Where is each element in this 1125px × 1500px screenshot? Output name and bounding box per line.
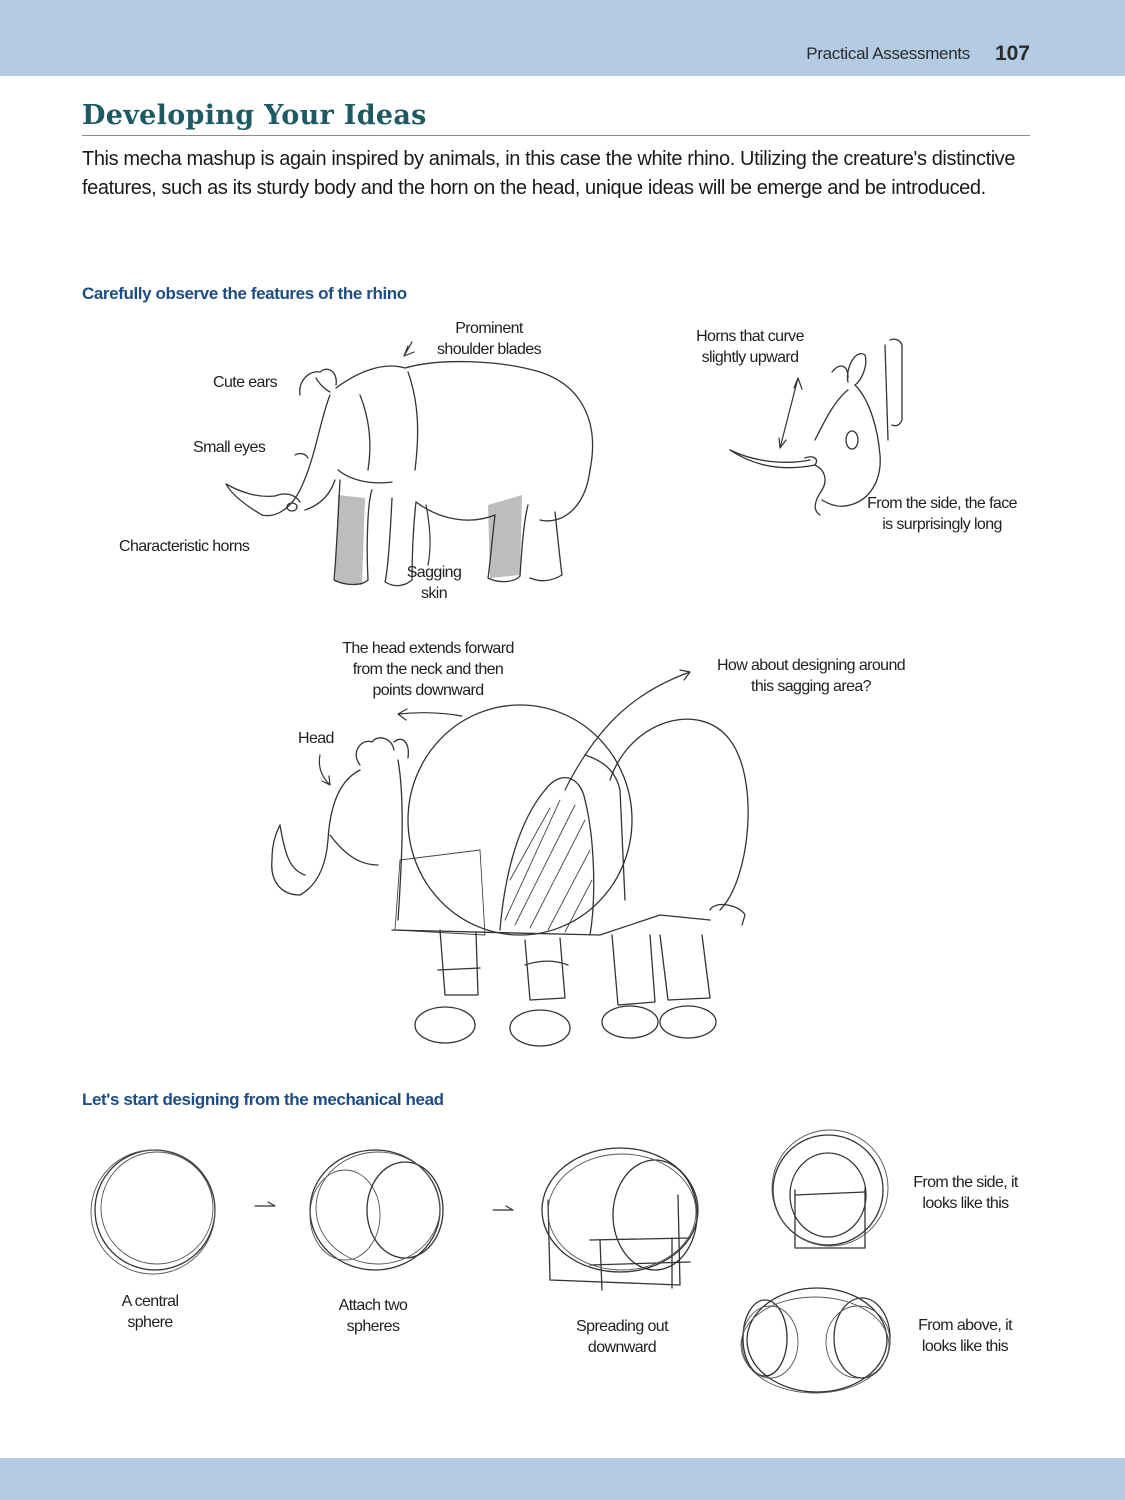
page-title: Developing Your Ideas <box>82 100 427 131</box>
label-line: From the side, the face <box>867 495 1017 512</box>
label-line: downward <box>587 1339 657 1356</box>
rhino-side-sketch <box>226 342 593 586</box>
label-line: from the neck and then <box>352 661 504 678</box>
label-line: points downward <box>372 682 484 699</box>
label-sagging-skin <box>400 562 468 604</box>
label-face-long <box>852 493 1032 535</box>
label-characteristic-horns: Characteristic horns <box>119 538 250 555</box>
label-small-eyes: Small eyes <box>193 439 266 456</box>
label-line: Attach two <box>338 1297 408 1314</box>
intro-paragraph: This mecha mashup is again inspired by animals, in this case the white rhino. Utilizing the creature's distinctive features, such as its sturdy body and the horn on the head, unique ideas will be emerge and be introduced. <box>82 148 1016 199</box>
running-head: Practical Assessments <box>806 44 970 63</box>
head-top-view <box>741 1288 890 1393</box>
label-central-sphere <box>105 1291 195 1333</box>
label-head-extends <box>318 638 538 701</box>
label-line: skin <box>420 585 448 602</box>
label-line: Prominent <box>455 320 523 337</box>
label-line: From above, it <box>918 1317 1012 1334</box>
label-spreading-out <box>562 1316 682 1358</box>
label-line: Sagging <box>406 564 462 581</box>
label-line: shoulder blades <box>437 341 541 358</box>
label-line: The head extends forward <box>342 640 514 657</box>
label-head: Head <box>298 730 334 747</box>
label-line: How about designing around <box>716 657 906 674</box>
head-side-view <box>772 1130 888 1248</box>
label-line: From the side, it <box>913 1174 1018 1191</box>
page-number: 107 <box>994 42 1030 65</box>
label-two-spheres <box>323 1295 423 1337</box>
label-line: Spreading out <box>576 1318 668 1335</box>
label-horns-curve <box>680 326 820 368</box>
label-sagging-area <box>696 655 926 697</box>
label-side-view <box>898 1172 1033 1214</box>
mecha-rhino-construction-sketch <box>272 670 748 1046</box>
label-line: spheres <box>346 1318 400 1335</box>
label-line: Horns that curve <box>696 328 804 345</box>
label-line: slightly upward <box>701 349 799 366</box>
label-cute-ears: Cute ears <box>213 374 277 391</box>
label-shoulder-blades <box>424 318 554 360</box>
label-line: A central <box>121 1293 179 1310</box>
label-line: looks like this <box>921 1338 1009 1355</box>
section-heading-observe: Carefully observe the features of the rhino <box>82 284 407 303</box>
head-step-3-spread <box>542 1148 698 1290</box>
label-line: looks like this <box>922 1195 1009 1212</box>
label-top-view <box>900 1315 1030 1357</box>
head-step-2-spheres <box>310 1150 443 1270</box>
section-heading-head-design: Let's start designing from the mechanical head <box>82 1090 444 1109</box>
label-line: this sagging area? <box>751 678 871 695</box>
label-line: sphere <box>127 1314 173 1331</box>
head-step-1-sphere <box>91 1150 215 1274</box>
label-line: is surprisingly long <box>882 516 1002 533</box>
